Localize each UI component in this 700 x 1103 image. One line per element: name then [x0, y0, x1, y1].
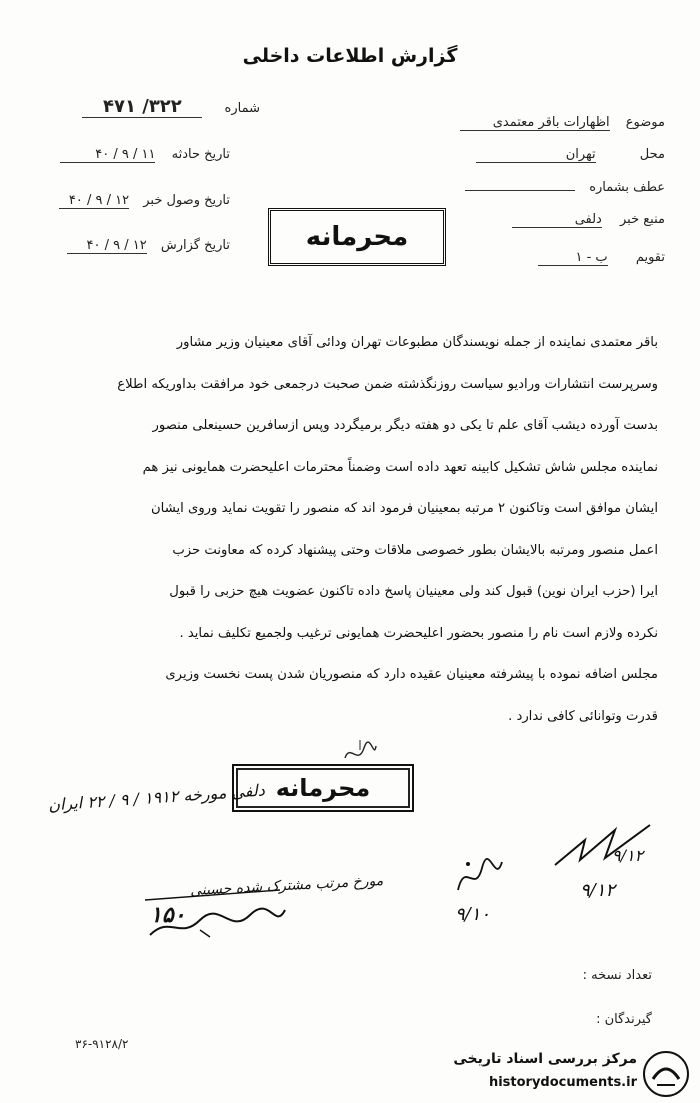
- report-body: [38, 322, 658, 737]
- receipt-date-value: ۱۲ / ۹ / ۴۰: [59, 193, 129, 209]
- related-label: عطف بشماره: [589, 180, 665, 195]
- copies-field: [583, 968, 652, 983]
- evaluation-value: ب - ۱: [538, 250, 608, 266]
- body-line: باقر معتمدی نماینده از جمله نویسندگان مطبوعات تهران ودائی آقای معینیان وزیر مشاور: [176, 335, 658, 350]
- source-value: دلفی: [512, 212, 602, 228]
- report-title: گزارش اطلاعات داخلی: [242, 45, 458, 67]
- document-code: ۳۶-۹۱۲۸/۲: [75, 1037, 129, 1051]
- handwritten-number: ۱۵۰: [150, 902, 186, 928]
- report-date-label: تاریخ گزارش: [160, 238, 230, 253]
- recipients-label: گیرندگان :: [596, 1012, 652, 1027]
- subject-field: [460, 115, 665, 131]
- logo-url: historydocuments.ir: [488, 1075, 637, 1090]
- number-value: ۳۲۲/ ۴۷۱: [82, 96, 202, 118]
- handwritten-date-b: ۹/۱۲: [580, 880, 616, 901]
- body-line: قدرت وتوانائی کافی ندارد .: [508, 708, 658, 724]
- body-line: ایرا (حزب ایران نوین) قبول کند ولی معینیان پاسخ داده تاکنون عضویت هیچ حزبی را قبول: [169, 584, 658, 599]
- evaluation-field: [538, 250, 665, 266]
- handwritten-note-middle: مورخ مرتب مشترک شده حسینی: [189, 872, 384, 900]
- recipients-field: [596, 1012, 652, 1027]
- initials-scribble: [450, 850, 510, 900]
- archive-emblem-icon: [641, 1049, 691, 1099]
- body-line: نماینده مجلس شاش تشکیل کابینه تعهد داده است وضمناً محترمات اعلیحضرت همایونی نیز هم: [142, 459, 658, 475]
- subject-value: اظهارات باقر معتمدی: [460, 115, 610, 131]
- event-date-field: [60, 147, 230, 163]
- report-date-value: ۱۲ / ۹ / ۴۰: [67, 238, 147, 254]
- event-date-value: ۱۱ / ۹ / ۴۰: [60, 147, 155, 163]
- event-date-label: تاریخ حادثه: [171, 147, 230, 162]
- body-line: وسرپرست انتشارات ورادیو سیاست روزنگذشته ضمن صحبت درجمعی خود مرافقت بداوریکه اطلاع: [117, 376, 658, 392]
- evaluation-label: تقویم: [635, 250, 665, 265]
- number-field: [82, 96, 260, 118]
- body-line: بدست آورده دیشب آقای علم تا یکی دو هفته دیگر برمیگردد وپس ازسافرین حسینعلی منصور: [152, 418, 658, 433]
- location-field: [476, 147, 665, 163]
- body-line: نکرده ولازم است نام را منصور بحضور اعلیحضرت همایونی ترغیب ولجمیع تکلیف نماید .: [179, 625, 658, 641]
- copies-label: تعداد نسخه :: [582, 968, 652, 983]
- archive-logo: [405, 1045, 695, 1103]
- location-label: محل: [639, 147, 665, 162]
- handwritten-date-a: ۹/۱۲: [612, 846, 644, 865]
- receipt-date-label: تاریخ وصول خبر: [143, 193, 230, 208]
- receipt-date-field: [59, 193, 230, 209]
- signature-scribble: [140, 885, 290, 945]
- confidential-stamp-bottom: محرمانه: [232, 764, 414, 812]
- confidential-stamp-top: محرمانه: [268, 208, 446, 266]
- handwritten-date-c: ۹/۱۰: [455, 904, 491, 925]
- handwritten-note-left: دلفی مورخه ۱۹۱۲ / ۹ / ۲۲ ایران: [47, 780, 266, 815]
- source-label: منبع خبر: [620, 212, 665, 227]
- body-line: ایشان موافق است وتاکنون ۲ مرتبه بمعینیان فرمود اند که منصور را تقویت نماید وروی ایشان: [151, 501, 658, 516]
- number-label: شماره: [224, 101, 260, 116]
- subject-label: موضوع: [625, 115, 665, 130]
- body-line: مجلس اضافه نموده با پیشرفته معینیان عقیده دارد که منصوریان شدن پست نخست وزیری: [165, 667, 658, 682]
- body-line: اعمل منصور ومرتبه بالایشان بطور خصوصی ملاقات وحتی پیشنهاد کرده که معاونت حزب: [172, 542, 658, 558]
- related-field: [465, 180, 665, 195]
- location-value: تهران: [476, 147, 596, 163]
- source-field: [512, 212, 665, 228]
- logo-title: مرکز بررسی اسناد تاریخی: [453, 1051, 637, 1067]
- report-date-field: [67, 238, 230, 254]
